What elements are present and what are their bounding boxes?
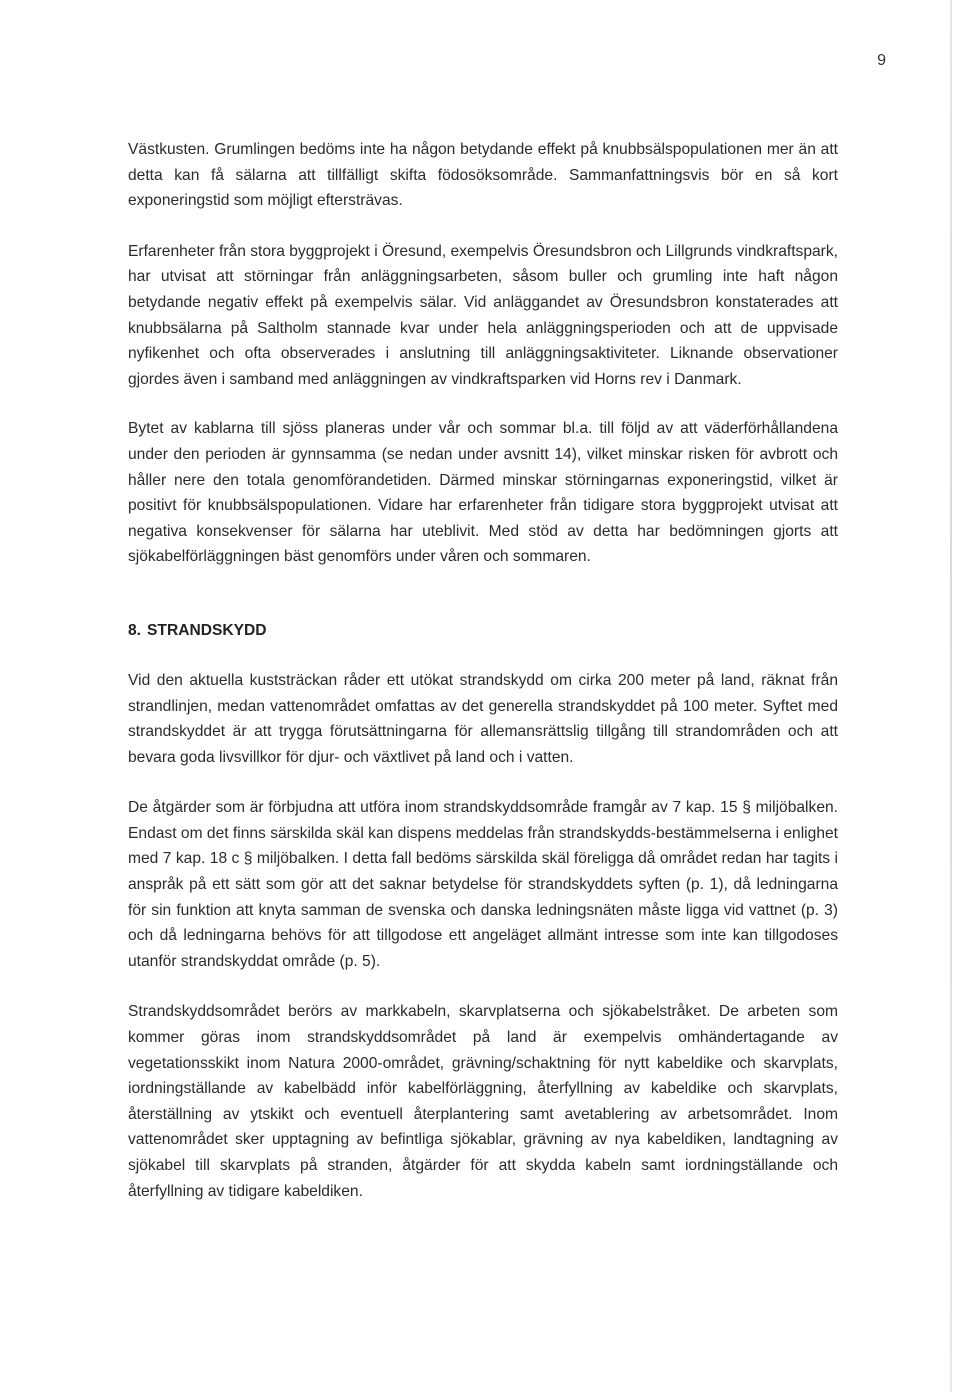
section-title: STRANDSKYDD	[147, 621, 267, 639]
paragraph-grumling-summary: Västkusten. Grumlingen bedöms inte ha någon betydande effekt på knubbsälspopulationen mer än att detta kan få sälarna att tillfälligt skifta födosöksområde. Sammanfattningsvis bör en så kort exponeringstid som möjligt eftersträvas.	[128, 141, 838, 210]
page-content	[128, 137, 838, 1204]
paragraph-strandskydd-dispens: De åtgärder som är förbjudna att utföra inom strandskyddsområde framgår av 7 kap. 15 § miljöbalken. Endast om det finns särskilda skäl kan dispens meddelas från strandskydds-bestämmelserna i enlighet med 7 kap. 18 c § miljöbalken. I detta fall bedöms särskilda skäl föreligga då området redan har tagits i anspråk på ett sätt som gör att det saknar betydelse för strandskyddets syften (p. 1), då ledningarna för sin funktion att knyta samman de svenska och danska ledningsnäten måste ligga vid vattnet (p. 3) och då ledningarna behövs för att tillgodose ett angeläget allmänt intresse som inte kan tillgodoses utanför strandskyddat område (p. 5).	[128, 799, 838, 970]
section-number: 8.	[128, 621, 142, 639]
paragraph-cable-timing: Bytet av kablarna till sjöss planeras under vår och sommar bl.a. till följd av att väderförhållandena under den perioden är gynnsamma (se nedan under avsnitt 14), vilket minskar risken för avbrott och håller nere den totala genomförandetiden. Därmed minskar störningarnas exponeringstid, vilket är positivt för knubbsälspopulationen. Vidare har erfarenheter från tidigare stora byggprojekt utvisat att negativa konsekvenser för sälarna har uteblivit. Med stöd av detta har bedömningen gjorts att sjökabelförläggningen bäst genomförs under våren och sommaren.	[128, 420, 838, 566]
page-number: 9	[877, 52, 886, 69]
section-heading-strandskydd	[128, 618, 838, 643]
paragraph-strandskydd-extent: Vid den aktuella kuststräckan råder ett utökat strandskydd om cirka 200 meter på land, räknat från strandlinjen, medan vattenområdet omfattas av det generella strandskyddet på 100 meter. Syftet med strandskyddet är att trygga förutsättningarna för allemansrättslig tillgång till strandområden och att bevara goda livsvillkor för djur- och växtlivet på land och i vatten.	[128, 671, 838, 766]
paragraph-oresund-experience: Erfarenheter från stora byggprojekt i Öresund, exempelvis Öresundsbron och Lillgrunds vindkraftspark, har utvisat att störningar från anläggningsarbeten, såsom buller och grumling inte haft någon betydande negativ effekt på exempelvis sälar. Vid anläggandet av Öresundsbron konstaterades att knubbsälarna på Saltholm stannade kvar under hela anläggningsperioden och att de uppvisade nyfikenhet och ofta observerades i anslutning till anläggningsaktiviteter. Liknande observationer gjordes även i samband med anläggningen av vindkraftsparken vid Horns rev i Danmark.	[128, 242, 838, 388]
page-edge-shadow	[950, 0, 952, 1392]
paragraph-strandskydd-works: Strandskyddsområdet berörs av markkabeln, skarvplatserna och sjökabelstråket. De arbeten som kommer göras inom strandskyddsområdet på land är exempelvis omhändertagande av vegetationsskikt inom Natura 2000-området, grävning/schaktning för nytt kabeldike och skarvplats, iordningställande av kabelbädd inför kabelförläggning, återfyllning av kabeldike och skarvplats, återställning av ytskikt och eventuell återplantering samt avetablering av arbetsområdet. Inom vattenområdet sker upptagning av befintliga sjökablar, grävning av nya kabeldiken, landtagning av sjökabel till skarvplats på stranden, åtgärder för att skydda kabeln samt iordningställande och återfyllning av tidigare kabeldiken.	[128, 1003, 838, 1200]
